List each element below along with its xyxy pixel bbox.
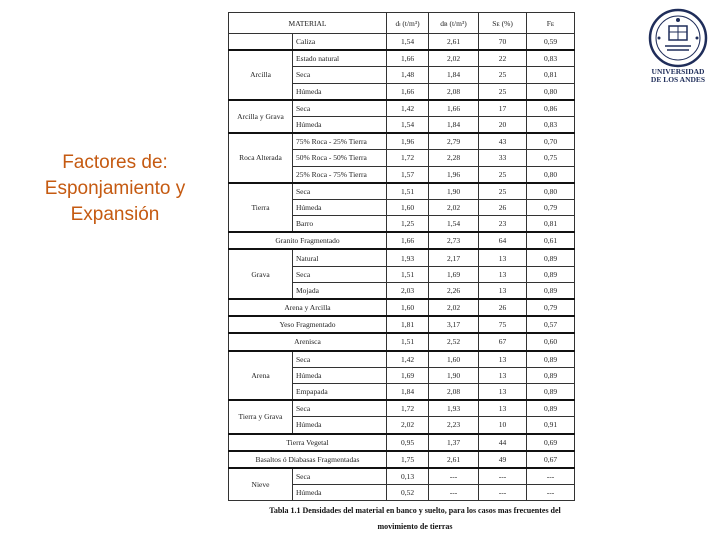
swell-factor: 0,61 xyxy=(527,232,575,249)
density-loose: 1,60 xyxy=(387,299,429,316)
title-line-2: Esponjamiento y xyxy=(44,178,186,199)
swell-percent: --- xyxy=(479,468,527,485)
density-loose: 1,72 xyxy=(387,150,429,166)
swell-factor: 0,89 xyxy=(527,383,575,400)
table-row xyxy=(229,400,575,417)
density-loose: 1,66 xyxy=(387,232,429,249)
density-loose: 0,95 xyxy=(387,434,429,451)
table-row xyxy=(229,183,575,200)
swell-percent: 13 xyxy=(479,351,527,368)
density-bank: 2,52 xyxy=(429,333,479,350)
density-loose: 1,51 xyxy=(387,183,429,200)
table-row xyxy=(229,50,575,67)
university-logo xyxy=(638,8,718,90)
table-row xyxy=(229,451,575,468)
density-loose: 0,52 xyxy=(387,485,429,501)
density-loose: 1,72 xyxy=(387,400,429,417)
density-bank: 2,73 xyxy=(429,232,479,249)
swell-percent: 22 xyxy=(479,50,527,67)
swell-percent: 13 xyxy=(479,367,527,383)
swell-factor: 0,89 xyxy=(527,351,575,368)
swell-percent: 44 xyxy=(479,434,527,451)
swell-factor: 0,81 xyxy=(527,67,575,83)
title-line-1: Factores de: xyxy=(62,152,168,173)
swell-percent: 10 xyxy=(479,417,527,434)
density-bank: --- xyxy=(429,485,479,501)
material-group: Arena xyxy=(229,351,293,401)
material-name: Tierra Vegetal xyxy=(229,434,387,451)
header-dl: dₗ (t/m³) xyxy=(387,13,429,34)
material-name: Granito Fragmentado xyxy=(229,232,387,249)
material-condition: Mojada xyxy=(293,282,387,299)
material-condition: Seca xyxy=(293,266,387,282)
density-bank: 2,23 xyxy=(429,417,479,434)
material-condition: Húmeda xyxy=(293,83,387,100)
density-bank: 2,28 xyxy=(429,150,479,166)
swell-factor: 0,59 xyxy=(527,34,575,51)
swell-factor: 0,79 xyxy=(527,299,575,316)
caption-line-2: movimiento de tierras xyxy=(377,522,453,531)
swell-factor: 0,60 xyxy=(527,333,575,350)
density-bank: 2,08 xyxy=(429,83,479,100)
swell-percent: 25 xyxy=(479,83,527,100)
density-bank: 2,61 xyxy=(429,451,479,468)
density-loose: 1,51 xyxy=(387,266,429,282)
density-bank: 2,08 xyxy=(429,383,479,400)
material-group xyxy=(229,34,293,51)
swell-factor: 0,83 xyxy=(527,116,575,133)
swell-percent: 49 xyxy=(479,451,527,468)
density-bank: 2,02 xyxy=(429,50,479,67)
table-row xyxy=(229,249,575,266)
material-condition: Natural xyxy=(293,249,387,266)
swell-percent: 70 xyxy=(479,34,527,51)
swell-percent: 64 xyxy=(479,232,527,249)
material-condition: Húmeda xyxy=(293,116,387,133)
swell-percent: 20 xyxy=(479,116,527,133)
swell-percent: 67 xyxy=(479,333,527,350)
density-loose: 1,81 xyxy=(387,316,429,333)
density-bank: 1,37 xyxy=(429,434,479,451)
swell-factor: 0,89 xyxy=(527,266,575,282)
swell-percent: 25 xyxy=(479,166,527,183)
material-condition: Húmeda xyxy=(293,485,387,501)
density-loose: 1,57 xyxy=(387,166,429,183)
material-condition: Seca xyxy=(293,100,387,117)
density-loose: 1,60 xyxy=(387,199,429,215)
density-bank: 1,60 xyxy=(429,351,479,368)
density-bank: 2,61 xyxy=(429,34,479,51)
swell-factor: 0,89 xyxy=(527,249,575,266)
material-condition: 75% Roca - 25% Tierra xyxy=(293,133,387,150)
swell-factor: 0,70 xyxy=(527,133,575,150)
swell-percent: 13 xyxy=(479,383,527,400)
swell-percent: --- xyxy=(479,485,527,501)
swell-percent: 33 xyxy=(479,150,527,166)
density-loose: 2,02 xyxy=(387,417,429,434)
material-name: Basaltos ó Diabasas Fragmentadas xyxy=(229,451,387,468)
swell-factor: 0,89 xyxy=(527,367,575,383)
logo-text-2: DE LOS ANDES xyxy=(650,75,706,84)
density-loose: 1,66 xyxy=(387,50,429,67)
swell-factor: 0,80 xyxy=(527,83,575,100)
table-row xyxy=(229,34,575,51)
swell-factor: --- xyxy=(527,468,575,485)
swell-percent: 13 xyxy=(479,266,527,282)
density-bank: 1,66 xyxy=(429,100,479,117)
swell-factor: 0,57 xyxy=(527,316,575,333)
material-condition: 50% Roca - 50% Tierra xyxy=(293,150,387,166)
density-loose: 0,13 xyxy=(387,468,429,485)
density-loose: 1,54 xyxy=(387,34,429,51)
density-bank: 1,69 xyxy=(429,266,479,282)
table-header-row xyxy=(229,13,575,34)
material-condition: Seca xyxy=(293,468,387,485)
density-bank: 1,90 xyxy=(429,367,479,383)
university-seal-icon xyxy=(647,8,709,68)
material-condition: Caliza xyxy=(293,34,387,51)
density-loose: 1,93 xyxy=(387,249,429,266)
material-condition: Barro xyxy=(293,216,387,233)
material-group: Roca Alterada xyxy=(229,133,293,183)
density-bank: 1,96 xyxy=(429,166,479,183)
density-bank: 1,90 xyxy=(429,183,479,200)
density-loose: 1,42 xyxy=(387,100,429,117)
density-bank: 1,54 xyxy=(429,216,479,233)
swell-factor: 0,81 xyxy=(527,216,575,233)
material-condition: Seca xyxy=(293,351,387,368)
material-group: Arcilla xyxy=(229,50,293,100)
density-loose: 1,69 xyxy=(387,367,429,383)
swell-factor: 0,80 xyxy=(527,183,575,200)
density-loose: 1,51 xyxy=(387,333,429,350)
density-bank: 1,84 xyxy=(429,116,479,133)
density-loose: 2,03 xyxy=(387,282,429,299)
swell-percent: 75 xyxy=(479,316,527,333)
table-row xyxy=(229,316,575,333)
swell-factor: 0,83 xyxy=(527,50,575,67)
material-name: Arena y Arcilla xyxy=(229,299,387,316)
material-condition: Seca xyxy=(293,400,387,417)
density-bank: 2,02 xyxy=(429,299,479,316)
swell-factor: 0,86 xyxy=(527,100,575,117)
swell-percent: 25 xyxy=(479,183,527,200)
material-condition: Empapada xyxy=(293,383,387,400)
material-name: Arenisca xyxy=(229,333,387,350)
swell-factor: --- xyxy=(527,485,575,501)
density-loose: 1,42 xyxy=(387,351,429,368)
material-condition: 25% Roca - 75% Tierra xyxy=(293,166,387,183)
swell-percent: 13 xyxy=(479,249,527,266)
material-group: Tierra y Grava xyxy=(229,400,293,433)
density-loose: 1,84 xyxy=(387,383,429,400)
table-row xyxy=(229,333,575,350)
material-group: Nieve xyxy=(229,468,293,501)
table-row xyxy=(229,232,575,249)
material-group: Grava xyxy=(229,249,293,299)
material-condition: Húmeda xyxy=(293,417,387,434)
swell-factor: 0,69 xyxy=(527,434,575,451)
material-group: Arcilla y Grava xyxy=(229,100,293,133)
table-caption xyxy=(240,503,590,535)
material-condition: Seca xyxy=(293,67,387,83)
density-table xyxy=(228,12,575,501)
density-bank: 1,93 xyxy=(429,400,479,417)
swell-factor: 0,89 xyxy=(527,282,575,299)
material-condition: Húmeda xyxy=(293,367,387,383)
swell-percent: 17 xyxy=(479,100,527,117)
swell-factor: 0,67 xyxy=(527,451,575,468)
table-row xyxy=(229,351,575,368)
swell-factor: 0,91 xyxy=(527,417,575,434)
density-bank: 2,26 xyxy=(429,282,479,299)
header-db: dʙ (t/m³) xyxy=(429,13,479,34)
swell-percent: 23 xyxy=(479,216,527,233)
density-bank: 3,17 xyxy=(429,316,479,333)
density-bank: 2,17 xyxy=(429,249,479,266)
density-loose: 1,75 xyxy=(387,451,429,468)
swell-percent: 13 xyxy=(479,400,527,417)
swell-factor: 0,75 xyxy=(527,150,575,166)
header-fe: Fᴇ xyxy=(527,13,575,34)
table-row xyxy=(229,468,575,485)
title-line-3: Expansión xyxy=(70,204,160,225)
density-bank: --- xyxy=(429,468,479,485)
caption-line-1: Tabla 1.1 Densidades del material en banco y suelto, para los casos mas frecuentes del xyxy=(269,506,561,515)
density-loose: 1,54 xyxy=(387,116,429,133)
density-bank: 1,84 xyxy=(429,67,479,83)
table-row xyxy=(229,100,575,117)
slide-title xyxy=(20,150,210,228)
material-condition: Estado natural xyxy=(293,50,387,67)
swell-percent: 26 xyxy=(479,199,527,215)
material-name: Yeso Fragmentado xyxy=(229,316,387,333)
material-group: Tierra xyxy=(229,183,293,233)
table-row xyxy=(229,299,575,316)
density-loose: 1,48 xyxy=(387,67,429,83)
density-bank: 2,79 xyxy=(429,133,479,150)
header-material: MATERIAL xyxy=(229,13,387,34)
swell-percent: 13 xyxy=(479,282,527,299)
swell-factor: 0,89 xyxy=(527,400,575,417)
swell-percent: 25 xyxy=(479,67,527,83)
density-loose: 1,96 xyxy=(387,133,429,150)
logo-text-1: UNIVERSIDAD xyxy=(651,67,705,76)
density-loose: 1,25 xyxy=(387,216,429,233)
material-condition: Húmeda xyxy=(293,199,387,215)
swell-factor: 0,79 xyxy=(527,199,575,215)
swell-percent: 43 xyxy=(479,133,527,150)
table-row xyxy=(229,133,575,150)
density-bank: 2,02 xyxy=(429,199,479,215)
swell-factor: 0,80 xyxy=(527,166,575,183)
material-condition: Seca xyxy=(293,183,387,200)
header-se: Sᴇ (%) xyxy=(479,13,527,34)
table-row xyxy=(229,434,575,451)
swell-percent: 26 xyxy=(479,299,527,316)
density-loose: 1,66 xyxy=(387,83,429,100)
